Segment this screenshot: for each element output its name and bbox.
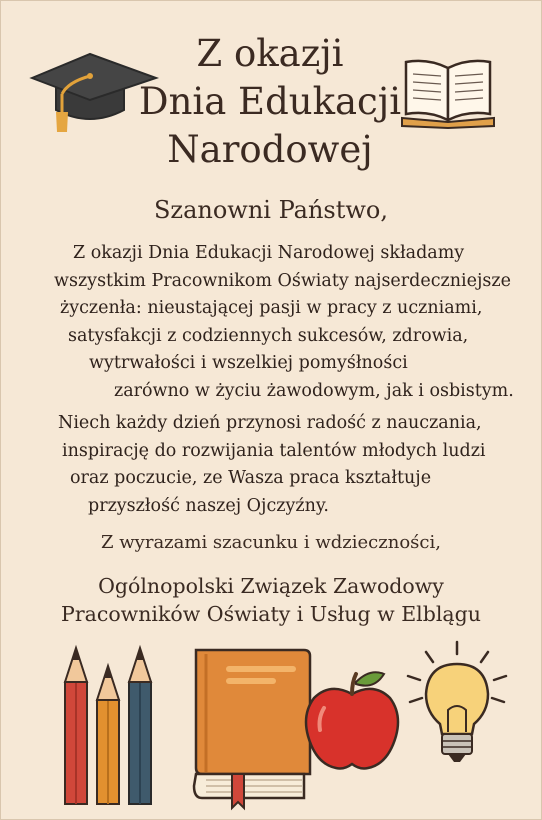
closed-book-icon [186, 644, 316, 814]
wishes-paragraph [0, 240, 542, 405]
paragraph-line: przyszłość naszej Ojczyźny. [88, 495, 329, 516]
paragraph-line: inspirację do rozwijania talentów młodych ludzi [62, 440, 486, 461]
signature-line-1: Ogólnopolski Związek Zawodowy [98, 574, 444, 598]
closing-line: Z wyrazami szacunku i wdzieczności, [101, 532, 441, 553]
title-line-3: Narodowej [167, 128, 373, 171]
paragraph-line: satysfakcji z codziennych sukcesów, zdrowia, [68, 325, 469, 346]
paragraph-line: Z okazji Dnia Edukacji Narodowej składamy [73, 243, 465, 263]
paragraph-line: Niech każdy dzień przynosi radość z nauczania, [58, 413, 482, 433]
signature [0, 572, 542, 628]
paragraph-line: wytrwałości i wszelkiej pomyśłności [89, 353, 408, 373]
light-bulb-icon [402, 640, 512, 770]
greeting: Szanowni Państwo, [153, 196, 389, 224]
paragraph-line: oraz poczucie, ze Wasza praca kształtuje [70, 468, 432, 488]
title-line-2: Dnia Edukacji [138, 80, 402, 123]
paragraph-line: zarówno w życiu żawodowym, jak i osbistym. [114, 380, 514, 401]
signature-line-2: Pracowników Oświaty i Usług w Elblągu [61, 602, 481, 626]
apple-icon [300, 664, 405, 774]
pencils-icon [55, 638, 170, 808]
paragraph-line: wszystkim Pracownikom Oświaty najserdeczniejsze [54, 270, 511, 291]
hopes-paragraph [0, 410, 542, 520]
page-title [120, 30, 420, 174]
title-line-1: Z okazji [196, 32, 344, 75]
paragraph-line: życzenła: nieustającej pasji w pracy z uczniami, [60, 298, 483, 318]
